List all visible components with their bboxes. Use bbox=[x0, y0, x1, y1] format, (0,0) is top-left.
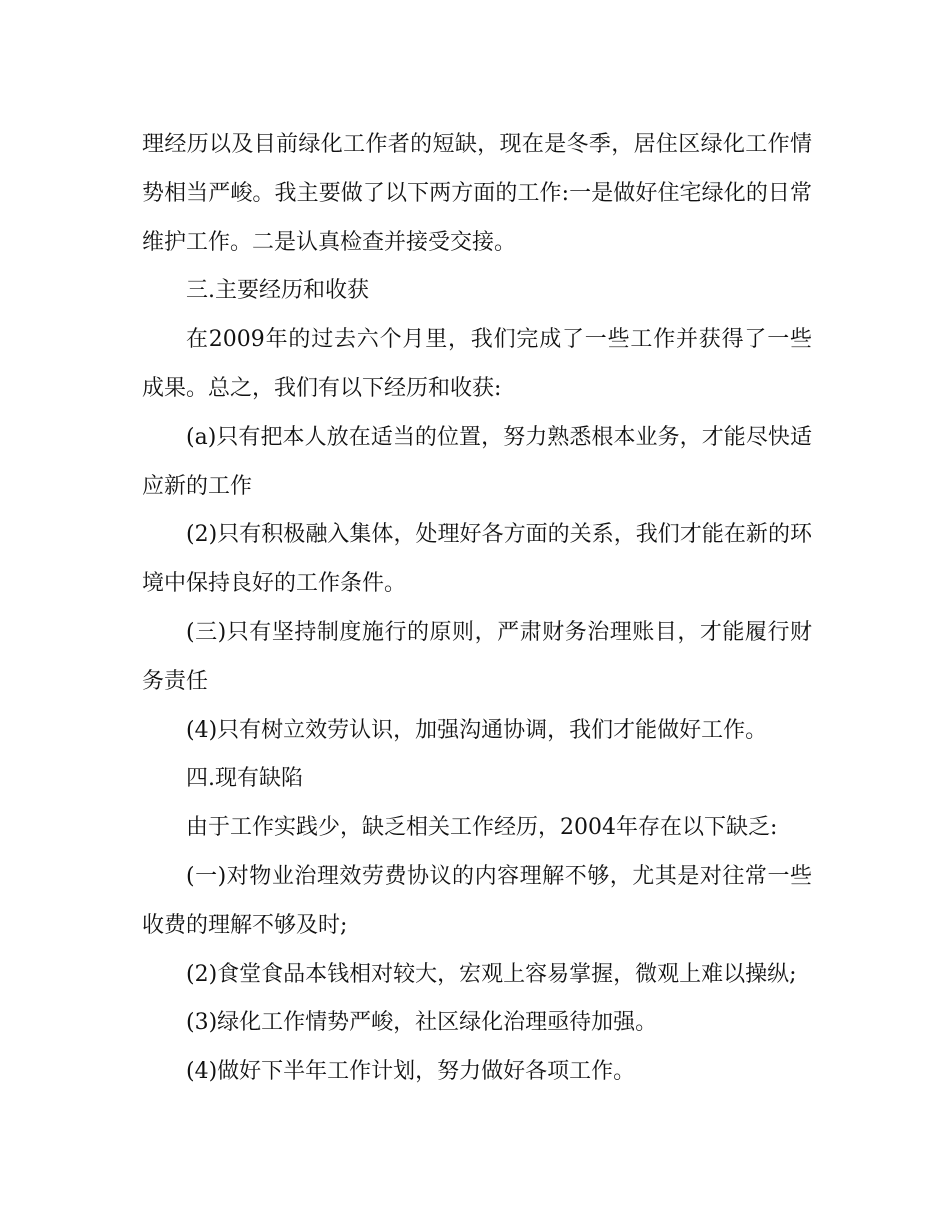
deficiency-item-1: (一)对物业治理效劳费协议的内容理解不够，尤其是对往常一些收费的理解不够及时; bbox=[142, 863, 812, 938]
document-body bbox=[142, 121, 812, 1097]
list-item-a: (a)只有把本人放在适当的位置，努力熟悉根本业务，才能尽快适应新的工作 bbox=[142, 424, 812, 499]
deficiency-item-4: (4)做好下半年工作计划，努力做好各项工作。 bbox=[186, 1059, 636, 1085]
deficiency-item-2: (2)食堂食品本钱相对较大，宏观上容易掌握，微观上难以操纵; bbox=[186, 961, 797, 987]
list-item-4: (4)只有树立效劳认识，加强沟通协调，我们才能做好工作。 bbox=[186, 717, 768, 743]
paragraph-1: 理经历以及目前绿化工作者的短缺，现在是冬季，居住区绿化工作情势相当严峻。我主要做了以下两方面的工作:一是做好住宅绿化的日常维护工作。二是认真检查并接受交接。 bbox=[142, 132, 812, 255]
paragraph-9: 由于工作实践少，缺乏相关工作经历，2004年存在以下缺乏: bbox=[186, 815, 778, 841]
deficiency-item-3: (3)绿化工作情势严峻，社区绿化治理亟待加强。 bbox=[186, 1010, 658, 1036]
paragraph-3: 在2009年的过去六个月里，我们完成了一些工作并获得了一些成果。总之，我们有以下经历和收获: bbox=[142, 327, 812, 401]
section-heading-3: 三.主要经历和收获 bbox=[186, 278, 369, 304]
list-item-2: (2)只有积极融入集体，处理好各方面的关系，我们才能在新的环境中保持良好的工作条件。 bbox=[142, 522, 812, 597]
section-heading-4: 四.现有缺陷 bbox=[186, 766, 303, 792]
list-item-3: (三)只有坚持制度施行的原则，严肃财务治理账目，才能履行财务责任 bbox=[142, 619, 812, 694]
